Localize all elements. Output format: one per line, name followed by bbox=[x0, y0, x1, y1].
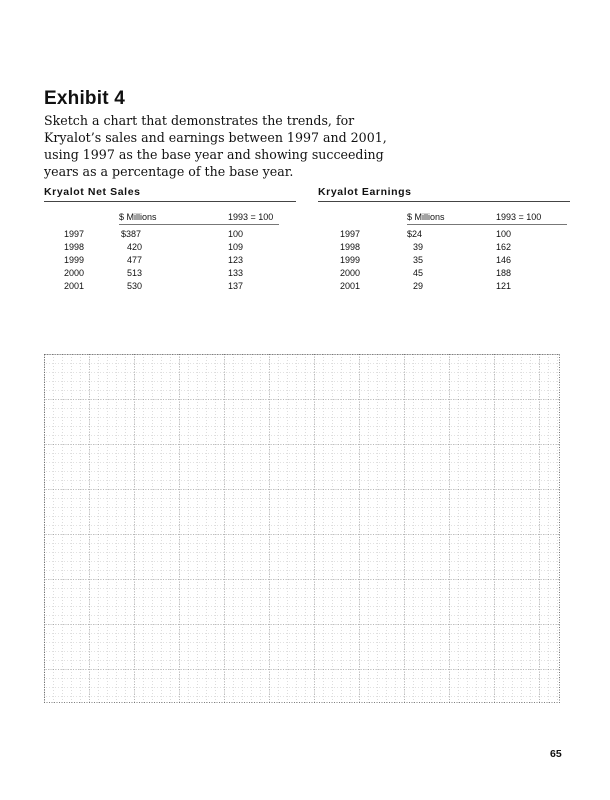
year-cell: 2001 bbox=[64, 281, 85, 291]
net-sales-index-header: 1993 = 100 bbox=[228, 212, 274, 222]
earnings-millions-header: $ Millions bbox=[407, 212, 445, 222]
index-cell: 121 bbox=[496, 281, 512, 291]
index-cell: 188 bbox=[496, 268, 512, 278]
index-cell: 146 bbox=[496, 255, 512, 265]
earnings-table bbox=[318, 186, 570, 291]
year-cell: 1999 bbox=[64, 255, 85, 265]
table-row bbox=[44, 229, 296, 242]
earnings-title: Kryalot Earnings bbox=[318, 186, 570, 202]
earnings-index-header: 1993 = 100 bbox=[496, 212, 542, 222]
grid-fill bbox=[44, 354, 560, 703]
table-row bbox=[44, 242, 296, 255]
page-number: 65 bbox=[550, 748, 562, 760]
millions-cell: 39 bbox=[413, 242, 424, 252]
table-row bbox=[44, 255, 296, 268]
table-row bbox=[318, 268, 570, 281]
year-cell: 2000 bbox=[340, 268, 361, 278]
year-cell: 1998 bbox=[64, 242, 85, 252]
millions-cell: 513 bbox=[127, 268, 143, 278]
table-row bbox=[318, 281, 570, 294]
millions-cell: 29 bbox=[413, 281, 424, 291]
instructions-text: Sketch a chart that demonstrates the trends, for Kryalot’s sales and earnings between 1997 and 2001, using 1997 as the base year and showing succeeding years as a percentage of the base year. bbox=[44, 113, 387, 179]
millions-cell: 530 bbox=[127, 281, 143, 291]
millions-cell: 477 bbox=[127, 255, 143, 265]
year-cell: 1998 bbox=[340, 242, 361, 252]
exhibit-title: Exhibit 4 bbox=[44, 88, 125, 109]
year-cell: 1999 bbox=[340, 255, 361, 265]
net-sales-title: Kryalot Net Sales bbox=[44, 186, 296, 202]
year-cell: 1997 bbox=[340, 229, 361, 239]
table-row bbox=[44, 281, 296, 294]
millions-cell: $387 bbox=[121, 229, 142, 239]
index-cell: 133 bbox=[228, 268, 244, 278]
index-cell: 100 bbox=[496, 229, 512, 239]
table-row bbox=[318, 255, 570, 268]
index-cell: 137 bbox=[228, 281, 244, 291]
table-row bbox=[44, 268, 296, 281]
millions-cell: 45 bbox=[413, 268, 424, 278]
year-cell: 2000 bbox=[64, 268, 85, 278]
millions-cell: 35 bbox=[413, 255, 424, 265]
year-cell: 2001 bbox=[340, 281, 361, 291]
table-row bbox=[318, 229, 570, 242]
index-cell: 123 bbox=[228, 255, 244, 265]
net-sales-millions-header: $ Millions bbox=[119, 212, 157, 222]
graph-paper-grid bbox=[44, 354, 560, 703]
table-row bbox=[318, 242, 570, 255]
net-sales-table bbox=[44, 186, 296, 291]
net-sales-header-rule bbox=[119, 224, 279, 225]
millions-cell: $24 bbox=[407, 229, 423, 239]
index-cell: 162 bbox=[496, 242, 512, 252]
millions-cell: 420 bbox=[127, 242, 143, 252]
index-cell: 100 bbox=[228, 229, 244, 239]
year-cell: 1997 bbox=[64, 229, 85, 239]
earnings-header-rule bbox=[407, 224, 567, 225]
index-cell: 109 bbox=[228, 242, 244, 252]
